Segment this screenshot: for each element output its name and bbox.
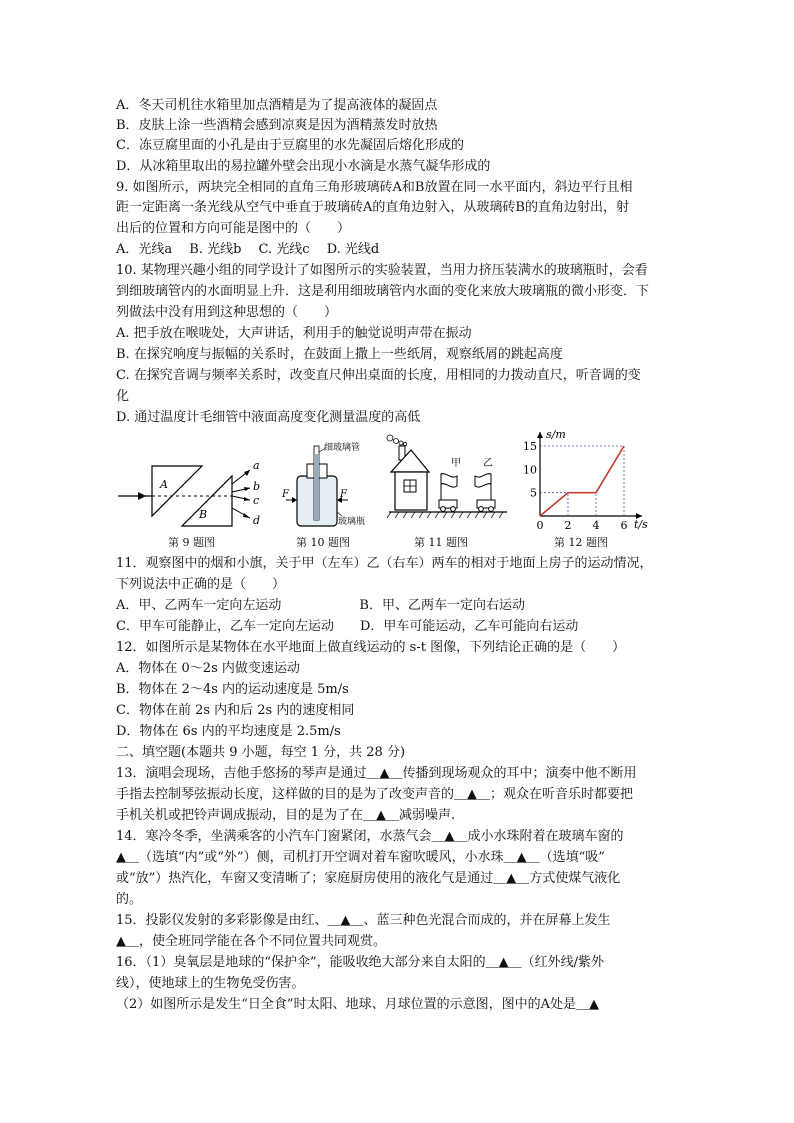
- x-axis-label: t/s: [634, 518, 648, 531]
- figure-12-st-chart: [522, 424, 652, 534]
- y-tick-label: 5: [530, 486, 537, 500]
- ray-d-label: d: [253, 514, 261, 527]
- car-yi-label: 乙: [483, 458, 493, 469]
- figure-9-prism-diagram: [116, 452, 266, 534]
- x-tick-label: 4: [592, 519, 600, 532]
- text-line: 10. 某物理兴趣小组的同学设计了如图所示的实验装置，当用力挤压装满水的玻璃瓶时，会看: [116, 263, 648, 278]
- text-line: B. 在探究响度与振幅的关系时，在鼓面上撒上一些纸屑，观察纸屑的跳起高度: [116, 347, 563, 362]
- y-tick-label: 15: [523, 440, 537, 453]
- text-line: A．冬天司机往水箱里加点酒精是为了提高液体的凝固点: [116, 98, 438, 113]
- ray-b-label: b: [253, 480, 261, 493]
- ray-a-label: a: [253, 459, 260, 472]
- figure-12-caption: 第 12 题图: [554, 536, 608, 549]
- text-line: （2）如图所示是发生“日全食”时太阳、地球、月球位置的示意图，图中的A处是＿▲: [116, 997, 599, 1012]
- text-line: C．物体在前 2s 内和后 2s 内的速度相同: [116, 703, 355, 718]
- text-line: 16．（1）臭氧层是地球的“保护伞”，能吸收绝大部分来自太阳的＿▲＿（红外线/紫外: [116, 955, 604, 970]
- y-axis-arrow: [537, 432, 543, 438]
- x-tick-label: 6: [620, 519, 628, 532]
- figure-10-bottle-diagram: [280, 442, 375, 534]
- text-line: 手指去控制琴弦振动长度，这样做的目的是为了改变声音的＿▲＿；观众在听音乐时都要把: [116, 787, 633, 802]
- tube-label: 细玻璃管: [324, 443, 361, 453]
- text-line: 14．寒冷冬季，坐满乘客的小汽车门窗紧闭，水蒸气会＿▲＿成小水珠附着在玻璃车窗的: [116, 829, 624, 844]
- text-line: D．物体在 6s 内的平均速度是 2.5m/s: [116, 724, 341, 739]
- car-jia-label: 甲: [451, 458, 461, 469]
- text-line: 列做法中没有用到这种思想的（ ）: [116, 305, 338, 320]
- text-line: 11．观察图中的烟和小旗，关于甲（左车）乙（右车）两车的相对于地面上房子的运动情况，: [116, 556, 653, 571]
- text-line: C．甲车可能静止，乙车一定向左运动 D．甲车可能运动，乙车可能向右运动: [116, 619, 579, 634]
- force-left-label: F: [282, 489, 289, 500]
- text-line: C．冻豆腐里面的小孔是由于豆腐里的水先凝固后熔化形成的: [116, 138, 464, 153]
- text-line: 出后的位置和方向可能是图中的（ ）: [116, 221, 351, 236]
- figure-10-caption: 第 10 题图: [296, 536, 350, 549]
- text-line: ▲＿，使全班同学能在各个不同位置共同观赏。: [116, 934, 386, 949]
- text-line: B．皮肤上涂一些酒精会感到凉爽是因为酒精蒸发时放热: [116, 118, 438, 133]
- text-line: 或“放”）热汽化，车窗又变清晰了；家庭厨房使用的液化气是通过＿▲＿方式使煤气液化: [116, 871, 621, 886]
- text-line: A．物体在 0～2s 内做变速运动: [116, 661, 300, 676]
- text-line: 化: [116, 389, 130, 404]
- prism-a-label: A: [160, 478, 168, 491]
- text-line: 9. 如图所示，两块完全相同的直角三角形玻璃砖A和B放置在同一水平面内，斜边平行且相: [116, 180, 633, 195]
- text-line: A. 把手放在喉咙处，大声讲话，利用手的触觉说明声带在振动: [116, 326, 472, 341]
- text-line: ▲＿（选填“内”或“外”）侧，司机打开空调对着车窗吹暖风，小水珠＿▲＿（选填“吸”: [116, 850, 605, 865]
- text-line: D. 通过温度计毛细管中液面高度变化测量温度的高低: [116, 410, 421, 425]
- figure-9-caption: 第 9 题图: [168, 536, 215, 549]
- text-line: 距一定距离一条光线从空气中垂直于玻璃砖A的直角边射入，从玻璃砖B的直角边射出，射: [116, 200, 629, 215]
- text-line: 12．如图所示是某物体在水平地面上做直线运动的 s-t 图像，下列结论正确的是（ ）: [116, 640, 626, 655]
- ray-c-label: c: [253, 494, 260, 507]
- text-line: 到细玻璃管内的水面明显上升．这是利用细玻璃管内水面的变化来放大玻璃瓶的微小形变．下: [116, 284, 650, 299]
- text-line: 13．演唱会现场，吉他手悠扬的琴声是通过＿▲＿传播到现场观众的耳中；演奏中他不断用: [116, 766, 637, 781]
- x-tick-label: 0: [536, 519, 544, 532]
- text-line: 二、填空题(本题共 9 小题，每空 1 分，共 28 分): [116, 745, 406, 760]
- bottle-label: 玻璃瓶: [338, 517, 366, 527]
- text-line: C. 在探究音调与频率关系时，改变直尺伸出桌面的长度，用相同的力拨动直尺，听音调的变: [116, 368, 641, 383]
- y-tick-label: 10: [523, 463, 537, 477]
- text-line: 15．投影仪发射的多彩影像是由红、＿▲＿、蓝三种色光混合而成的，并在屏幕上发生: [116, 913, 611, 928]
- x-tick-label: 2: [564, 519, 572, 532]
- prism-b-label: B: [199, 508, 208, 521]
- force-right-label: F: [340, 489, 347, 500]
- text-line: 的。: [116, 892, 143, 907]
- text-line: A．光线a B. 光线b C. 光线c D. 光线d: [116, 242, 380, 257]
- text-line: A．甲、乙两车一定向左运动 B．甲、乙两车一定向右运动: [116, 598, 525, 613]
- text-line: 下列说法中正确的是（ ）: [116, 577, 286, 592]
- figure-11-cars-diagram: [385, 432, 510, 534]
- y-axis-label: s/m: [546, 428, 566, 441]
- data-line: [540, 446, 624, 516]
- text-line: D．从冰箱里取出的易拉罐外壁会出现小水滴是水蒸气凝华形成的: [116, 159, 491, 174]
- text-line: B．物体在 2～4s 内的运动速度是 5m/s: [116, 682, 349, 697]
- text-line: 线），使地球上的生物免受伤害。: [116, 976, 305, 991]
- figure-11-caption: 第 11 题图: [414, 536, 468, 549]
- text-line: 手机关机或把铃声调成振动，目的是为了在＿▲＿减弱噪声.: [116, 808, 456, 823]
